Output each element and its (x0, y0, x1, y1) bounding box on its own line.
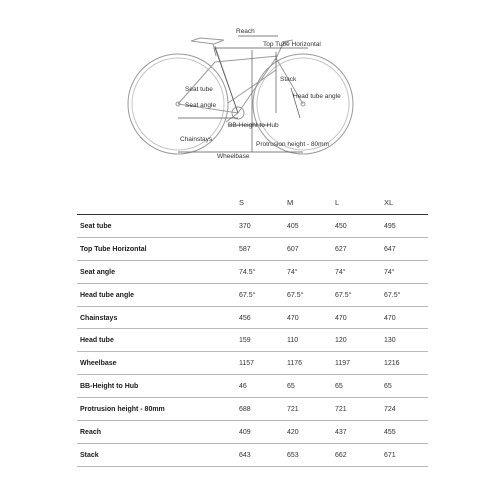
table-row (77, 238, 428, 261)
table-row (77, 375, 428, 398)
row-value-s: 67.5° (239, 291, 256, 299)
row-value-xl: 67.5° (384, 291, 401, 299)
stack-label: Stack (280, 76, 297, 83)
row-value-m: 110 (287, 337, 299, 345)
row-label: Protrusion height - 80mm (80, 406, 165, 414)
row-value-l: 74° (335, 268, 346, 276)
row-value-xl: 647 (384, 245, 396, 253)
row-label: Wheelbase (80, 360, 117, 368)
row-value-s: 159 (239, 337, 251, 345)
table-row (77, 284, 428, 307)
row-value-m: 470 (287, 314, 299, 322)
row-value-s: 643 (239, 451, 251, 459)
saddle (191, 38, 224, 44)
head-tube-angle-label: Head tube angle (293, 93, 341, 100)
top-tube-label: Top Tube Horizontal (263, 41, 321, 48)
row-value-l: 627 (335, 245, 347, 253)
row-label: Reach (80, 429, 102, 437)
row-label: Chainstays (80, 314, 118, 322)
geometry-table (77, 190, 428, 467)
row-value-l: 65 (335, 383, 343, 391)
table-row (77, 261, 428, 284)
table-row (77, 352, 428, 375)
row-value-m: 405 (287, 223, 299, 230)
row-value-xl: 671 (384, 451, 396, 459)
table-row (77, 421, 428, 444)
row-value-m: 653 (287, 451, 299, 459)
row-value-l: 67.5° (335, 291, 352, 299)
row-value-xl: 724 (384, 406, 396, 414)
row-value-m: 721 (287, 406, 299, 414)
row-value-m: 420 (287, 429, 299, 437)
row-value-l: 470 (335, 314, 347, 322)
row-value-xl: 1216 (384, 360, 400, 368)
row-label: Seat tube (80, 223, 112, 230)
seat-tube-line (215, 48, 238, 113)
row-value-s: 409 (239, 429, 251, 437)
row-value-l: 1197 (335, 360, 351, 368)
reach-label: Reach (236, 28, 255, 35)
row-value-s: 1157 (239, 360, 255, 368)
table-row (77, 215, 428, 238)
row-value-xl: 130 (384, 337, 396, 345)
bike-geometry-svg (0, 0, 500, 185)
row-value-l: 662 (335, 451, 347, 459)
size-header-l: L (335, 198, 340, 207)
row-label: Top Tube Horizontal (80, 245, 147, 253)
row-value-l: 721 (335, 406, 347, 414)
row-value-m: 74° (287, 268, 298, 276)
row-label: Seat angle (80, 268, 116, 276)
row-value-m: 607 (287, 245, 299, 253)
size-header-xl: XL (384, 198, 394, 207)
row-value-m: 65 (287, 383, 295, 391)
table-row (77, 307, 428, 330)
seat-angle-label: Seat angle (185, 102, 217, 109)
row-value-s: 46 (239, 383, 247, 391)
wheelbase-label: Wheelbase (217, 153, 250, 160)
row-value-xl: 65 (384, 383, 392, 391)
row-value-s: 456 (239, 314, 251, 322)
row-label: BB-Height to Hub (80, 383, 139, 391)
table-row (77, 398, 428, 421)
row-label: Head tube (80, 337, 114, 345)
size-header-m: M (287, 198, 294, 207)
row-value-s: 74.5° (239, 268, 256, 276)
row-value-m: 67.5° (287, 291, 304, 299)
table-body (77, 215, 428, 467)
row-value-xl: 470 (384, 314, 396, 322)
row-value-s: 688 (239, 406, 251, 414)
seat-tube-label: Seat tube (185, 86, 213, 93)
chainstays-label: Chainstays (180, 136, 213, 143)
table-header-row (77, 190, 428, 215)
row-label: Stack (80, 451, 99, 459)
row-value-xl: 495 (384, 223, 396, 230)
bike-geometry-diagram (0, 0, 500, 185)
row-value-s: 370 (239, 223, 251, 230)
row-value-xl: 74° (384, 268, 395, 276)
row-value-l: 450 (335, 223, 347, 230)
protrusion-label: Protrusion height - 80mm (256, 141, 329, 148)
row-value-s: 587 (239, 245, 251, 253)
bb-height-label: BB-Height to Hub (228, 122, 279, 129)
size-header-s: S (239, 198, 245, 207)
row-value-l: 437 (335, 429, 347, 437)
table-row (77, 329, 428, 352)
row-value-xl: 455 (384, 429, 396, 437)
row-value-m: 1176 (287, 360, 303, 368)
row-value-l: 120 (335, 337, 347, 345)
table-row (77, 444, 428, 467)
row-label: Head tube angle (80, 291, 135, 299)
